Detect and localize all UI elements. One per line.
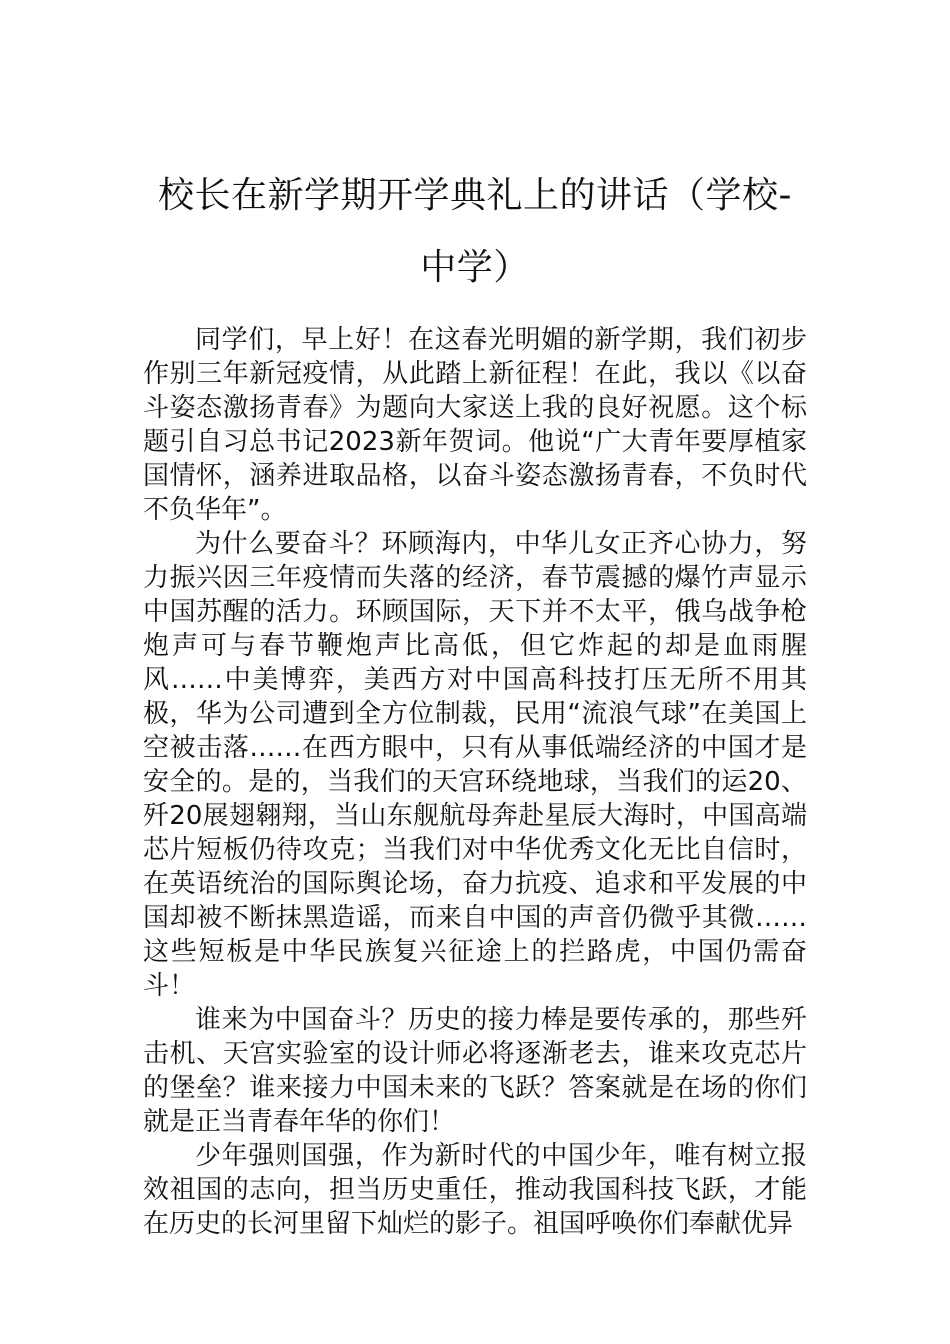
paragraph: 少年强则国强，作为新时代的中国少年，唯有树立报效祖国的志向，担当历史重任，推动我国科技飞跃，才能在历史的长河里留下灿烂的影子。祖国呼唤你们奉献优异	[143, 1141, 807, 1239]
paragraph: 为什么要奋斗？环顾海内，中华儿女正齐心协力，努力振兴因三年疫情而失落的经济，春节震撼的爆竹声显示中国苏醒的活力。环顾国际，天下并不太平，俄乌战争枪炮声可与春节鞭炮声比高低，但它炸起的却是血雨腥风……中美博弈，美西方对中国高科技打压无所不用其极，华为公司遭到全方位制裁，民用“流浪气球”在美国上空被击落……在西方眼中，只有从事低端经济的中国才是安全的。是的，当我们的天宫环绕地球，当我们的运20、歼20展翅翱翔，当山东舰航母奔赴星辰大海时，中国高端芯片短板仍待攻克；当我们对中华优秀文化无比自信时，在英语统治的国际舆论场，奋力抗疫、追求和平发展的中国却被不断抹黑造谣，而来自中国的声音仍微乎其微……这些短板是中华民族复兴征途上的拦路虎，中国仍需奋斗！	[143, 529, 807, 1001]
document-title: 校长在新学期开学典礼上的讲话（学校-中学）	[158, 175, 792, 288]
document-body	[143, 323, 807, 1241]
paragraph: 同学们，早上好！在这春光明媚的新学期，我们初步作别三年新冠疫情，从此踏上新征程！在此，我以《以奋斗姿态激扬青春》为题向大家送上我的良好祝愿。这个标题引自习总书记2023新年贺词。他说“广大青年要厚植家国情怀，涵养进取品格，以奋斗姿态激扬青春，不负时代不负华年”。	[143, 325, 807, 525]
paragraph: 谁来为中国奋斗？历史的接力棒是要传承的，那些歼击机、天宫实验室的设计师必将逐渐老去，谁来攻克芯片的堡垒？谁来接力中国未来的飞跃？答案就是在场的你们就是正当青春年华的你们！	[143, 1005, 807, 1137]
